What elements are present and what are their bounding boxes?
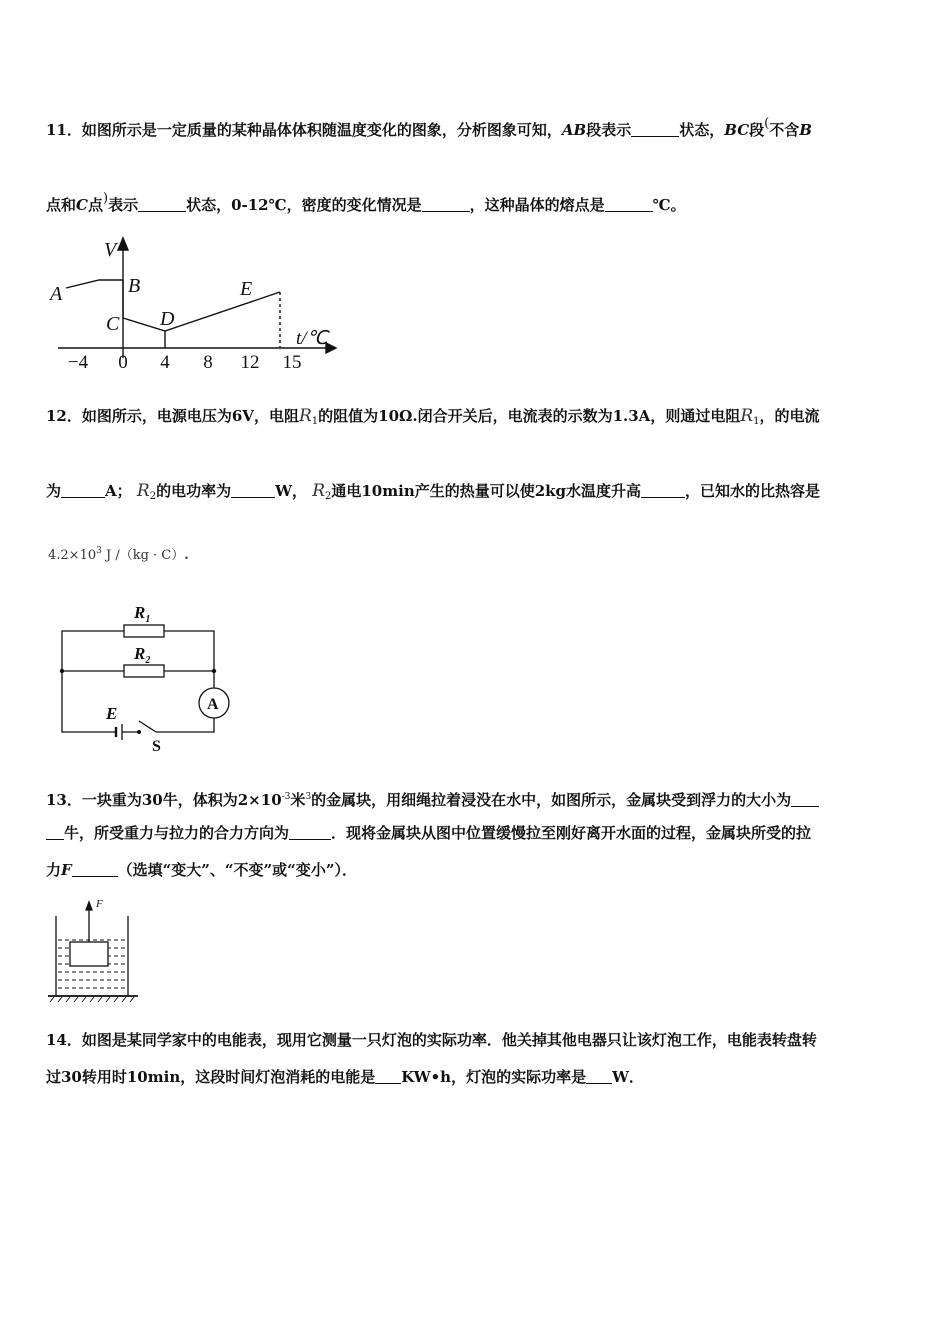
formula-exponent: 3 [96, 546, 102, 556]
q13-text: 力 [46, 861, 62, 879]
label-r2: $R_2$ [134, 644, 151, 666]
q12-r1-symbol: R [298, 406, 312, 426]
q13-exponent-2: 3 [305, 792, 312, 802]
q11-text: ℃。 [652, 196, 686, 214]
wire-top-right [164, 631, 214, 688]
q11-paren-close: ) [102, 191, 109, 206]
q11-point-c: C [76, 196, 88, 214]
q13-blank-1b[interactable] [46, 825, 64, 840]
q14-text: 14．如图是某同学家中的电能表，现用它测量一只灯泡的实际功率．他关掉其他电器只让该灯泡工作，电能表转盘转 [46, 1031, 817, 1049]
q11-blank-4[interactable] [605, 197, 653, 212]
q11-text: 段 [749, 121, 765, 139]
q12-text: 为 [46, 482, 62, 500]
resistor-r2 [124, 665, 164, 677]
q13-line-1 [46, 787, 819, 810]
q11-line-1 [46, 114, 812, 140]
graph-point-d: D [160, 308, 175, 330]
force-arrow [86, 902, 92, 910]
q14-text: KW•h，灯泡的实际功率是 [401, 1068, 587, 1086]
q12-blank-1[interactable] [61, 483, 105, 498]
q12-line-1 [46, 406, 820, 432]
label-switch-s: S [152, 738, 161, 754]
q12-text: 的阻值为10Ω.闭合开关后，电流表的示数为1.3A，则通过电阻 [318, 407, 741, 425]
q12-line-2 [46, 481, 820, 507]
tick-12: 12 [240, 352, 260, 373]
q13-blank-2[interactable] [289, 825, 331, 840]
switch-contact [137, 730, 141, 734]
q12-blank-2[interactable] [231, 483, 275, 498]
formula-base: 4.2×10 [48, 548, 97, 563]
q13-beaker-figure [44, 896, 140, 1006]
q11-text: 状态， [679, 121, 725, 139]
graph-point-a: A [50, 283, 63, 305]
q11-text: 点和 [46, 196, 77, 214]
q11-ab: AB [561, 121, 587, 139]
label-ammeter: A [207, 696, 219, 713]
q12-r1-subscript: 1 [311, 416, 319, 427]
q14-text: 过30转用时10min，这段时间灯泡消耗的电能是 [46, 1068, 376, 1086]
q13-line-2 [46, 823, 811, 843]
resistor-r1 [124, 625, 164, 637]
q12-r2-symbol-2: R [312, 481, 325, 501]
q13-blank-1a[interactable] [791, 792, 819, 807]
q12-text: 12．如图所示，电源电压为6V，电阻 [46, 407, 299, 425]
graph-y-label: V [104, 239, 117, 261]
q11-text: 表示 [108, 196, 139, 214]
q12-r2-subscript-2: 2 [325, 491, 332, 502]
q12-text: ，的电流 [759, 407, 820, 425]
q14-blank-2[interactable] [586, 1069, 612, 1084]
q11-point-b: B [799, 121, 812, 139]
tick-15: 15 [282, 352, 302, 373]
q13-text: 米 [290, 791, 306, 809]
q14-text: W． [612, 1068, 644, 1086]
graph-point-b: B [128, 275, 141, 297]
q12-text: W， [275, 482, 307, 500]
q13-text: 13．一块重为30牛，体积为2×10 [46, 791, 282, 809]
formula-period: . [184, 548, 189, 563]
junction-left [60, 669, 64, 673]
q12-r1-symbol-2: R [740, 406, 754, 426]
q12-text: A； [105, 482, 132, 500]
q13-line-3 [46, 860, 357, 880]
q12-text: ，已知水的比热容是 [685, 482, 821, 500]
tick-0: 0 [118, 352, 128, 373]
q11-text: 点 [87, 196, 103, 214]
q14-line-2 [46, 1067, 644, 1087]
q11-blank-1[interactable] [631, 122, 679, 137]
q12-circuit-diagram [56, 596, 236, 754]
formula-unit: J /（kg · C） [101, 548, 185, 563]
q11-paren-open: ( [764, 116, 770, 131]
q12-r2-subscript: 2 [149, 491, 157, 502]
q11-text: 11．如图所示是一定质量的某种晶体体积随温度变化的图象，分析图象可知， [46, 121, 562, 139]
q11-text: 不含 [769, 121, 800, 139]
tick-minus-4: −4 [67, 352, 89, 373]
q13-exponent-1: -3 [281, 792, 291, 802]
graph-x-label: t/℃ [296, 328, 328, 349]
y-axis-arrow [118, 238, 128, 250]
q13-blank-3[interactable] [72, 862, 118, 877]
q11-blank-3[interactable] [422, 197, 470, 212]
q14-line-1 [46, 1030, 817, 1050]
q12-blank-3[interactable] [641, 483, 685, 498]
tick-8: 8 [203, 352, 213, 373]
switch-blade [139, 721, 156, 732]
q12-text: 的电功率为 [156, 482, 232, 500]
q13-force-f: F [61, 861, 72, 879]
junction-right [212, 669, 216, 673]
wire-top-left [62, 631, 124, 671]
q11-line-2 [46, 189, 686, 215]
label-r1: $R_1$ [134, 603, 151, 625]
q14-blank-1[interactable] [375, 1069, 401, 1084]
tick-4: 4 [160, 352, 170, 373]
segment-cde [123, 292, 280, 331]
q12-text: 通电10min产生的热量可以使2kg水温度升高 [331, 482, 642, 500]
q11-volume-temperature-graph [44, 232, 344, 374]
q12-r1-subscript-2: 1 [753, 416, 760, 427]
segment-ab [66, 280, 123, 288]
q12-specific-heat-formula [48, 544, 189, 563]
q11-text: 状态，0-12℃，密度的变化情况是 [186, 196, 422, 214]
graph-point-c: C [106, 313, 120, 335]
graph-point-e: E [240, 278, 253, 300]
ground-hatching [50, 997, 134, 1002]
q11-text: 段表示 [586, 121, 632, 139]
q12-r2-symbol: R [136, 481, 150, 501]
wire-bottom-right [156, 718, 214, 732]
q11-bc: BC [724, 121, 750, 139]
q13-text: 牛，所受重力与拉力的合力方向为 [64, 824, 290, 842]
label-battery-e: E [106, 704, 118, 723]
q11-blank-2[interactable] [138, 197, 186, 212]
q13-text: （选填“变大”、“不变”或“变小”）． [117, 861, 357, 879]
q13-text: 的金属块，用细绳拉着浸没在水中，如图所示，金属块受到浮力的大小为 [311, 791, 792, 809]
fig-label-f: F [96, 898, 103, 910]
metal-block [70, 942, 108, 966]
q11-text: ，这种晶体的熔点是 [469, 196, 605, 214]
q13-text: ．现将金属块从图中位置缓慢拉至刚好离开水面的过程，金属块所受的拉 [331, 824, 812, 842]
